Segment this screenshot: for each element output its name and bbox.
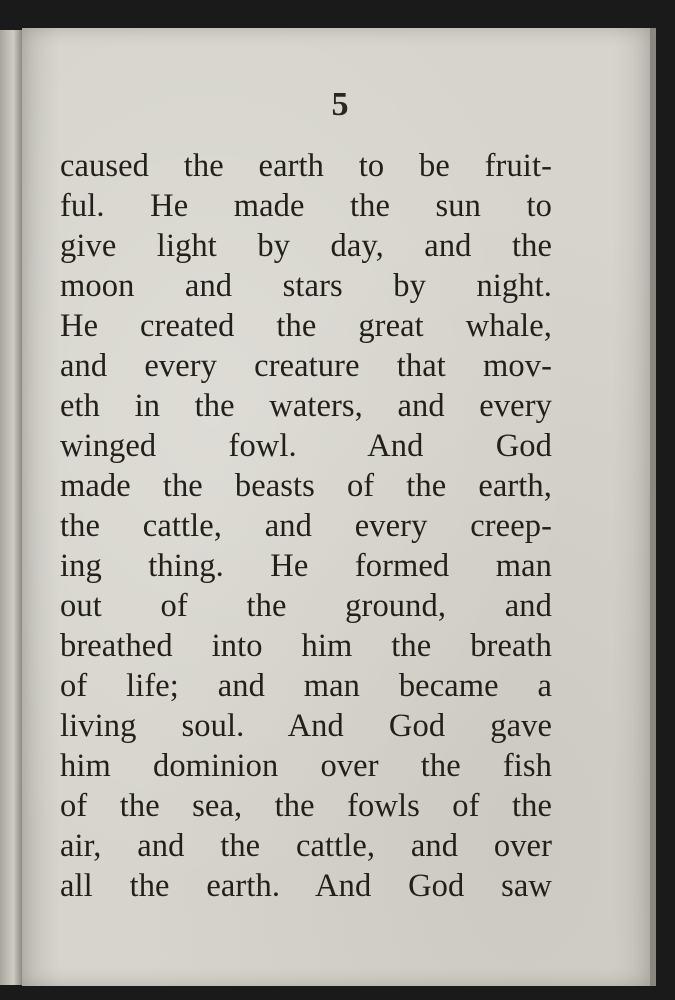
text-line: ful. He made the sun to (60, 188, 552, 224)
body-text (60, 146, 552, 906)
text-line: give light by day, and the (60, 228, 552, 264)
book-page (22, 28, 650, 986)
text-line: made the beasts of the earth, (60, 468, 552, 504)
text-line: caused the earth to be fruit- (60, 148, 552, 184)
text-line: air, and the cattle, and over (60, 828, 552, 864)
text-line: out of the ground, and (60, 588, 552, 624)
text-line: the cattle, and every creep- (60, 508, 552, 544)
text-line: moon and stars by night. (60, 268, 552, 304)
text-line: eth in the waters, and every (60, 388, 552, 424)
text-line: him dominion over the fish (60, 748, 552, 784)
facing-page-edge (0, 30, 22, 985)
text-line: breathed into him the breath (60, 628, 552, 664)
text-line: ing thing. He formed man (60, 548, 552, 584)
text-line: living soul. And God gave (60, 708, 552, 744)
page-right-edge (650, 28, 656, 986)
text-line: and every creature that mov- (60, 348, 552, 384)
text-line: He created the great whale, (60, 308, 552, 344)
text-line: winged fowl. And God (60, 428, 552, 464)
text-line: of the sea, the fowls of the (60, 788, 552, 824)
page-number: 5 (331, 86, 349, 123)
text-line: all the earth. And God saw (60, 868, 552, 904)
text-line: of life; and man became a (60, 668, 552, 704)
